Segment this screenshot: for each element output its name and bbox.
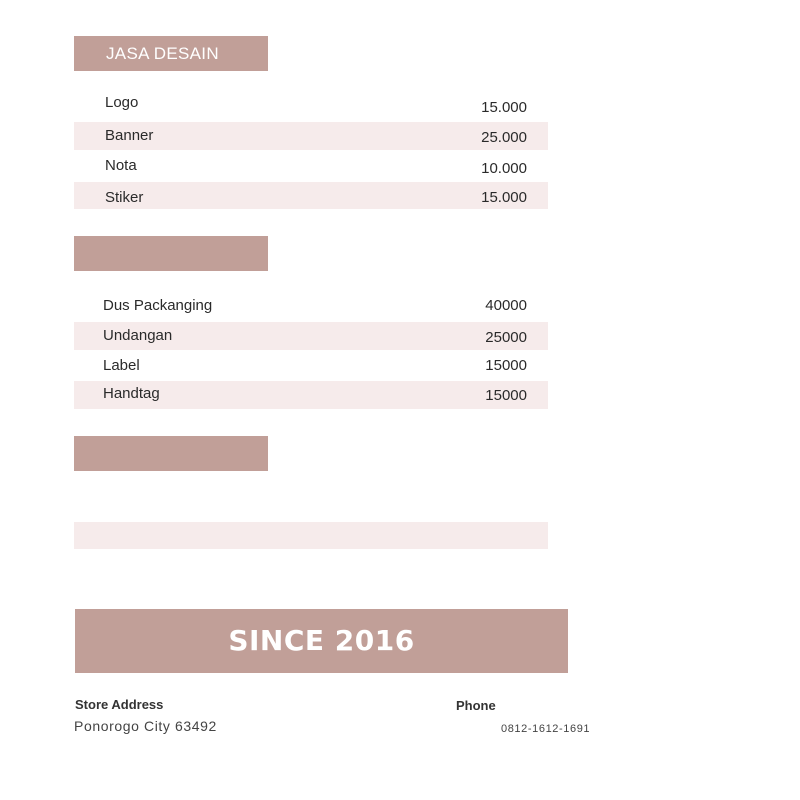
item-name: Dus Packanging [103,297,213,314]
item-name: Logo [105,94,139,111]
since-banner: SINCE 2016 [75,609,568,673]
item-price: 40000 [485,297,527,314]
item-name: Undangan [103,327,173,344]
item-price: 15.000 [481,99,527,116]
item-name: Banner [105,127,154,144]
store-address-label: Store Address [75,697,164,712]
store-address-value: Ponorogo City 63492 [74,718,217,734]
phone-value: 0812-1612-1691 [501,723,591,735]
item-name: Handtag [103,385,160,402]
row-stripe [74,522,548,549]
item-price: 15.000 [481,189,527,206]
item-name: Label [103,357,140,374]
item-price: 15000 [485,357,527,374]
phone-label: Phone [456,698,496,713]
section-header-2 [74,236,268,271]
section-header-3 [74,436,268,471]
item-price: 25.000 [481,129,527,146]
item-price: 10.000 [481,160,527,177]
item-price: 25000 [485,329,527,346]
item-price: 15000 [485,387,527,404]
section-header-jasa-desain: JASA DESAIN [74,36,268,71]
item-name: Nota [105,157,137,174]
item-name: Stiker [105,189,144,206]
